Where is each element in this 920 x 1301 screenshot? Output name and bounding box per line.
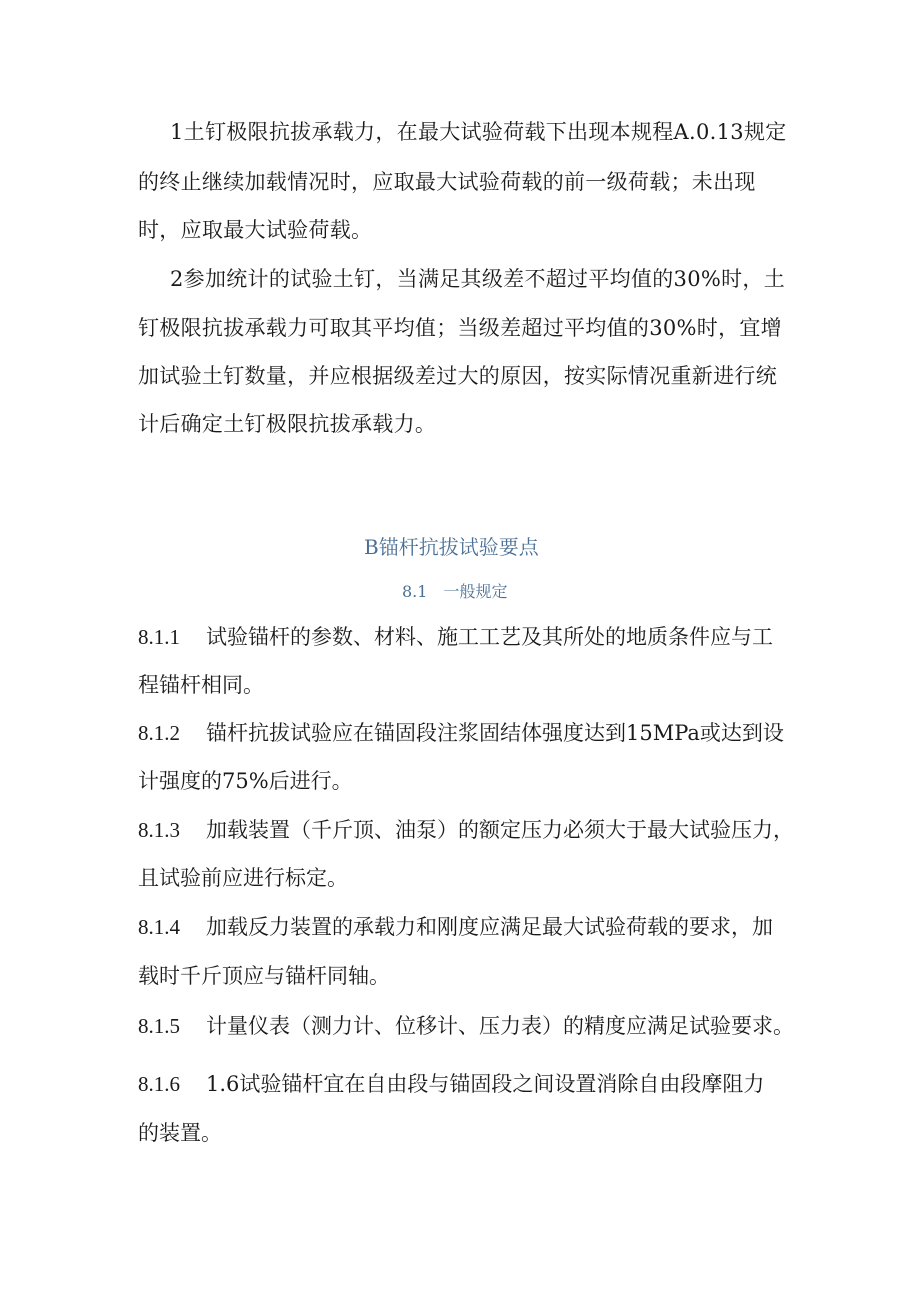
clause-number: 8.1.2: [138, 721, 180, 745]
item2-line4: 计后确定土钉极限抗拔承载力。: [138, 412, 437, 436]
clause-text: 计量仪表（测力计、位移计、压力表）的精度应满足试验要求。: [206, 1014, 794, 1038]
clause-8-1-3: [138, 816, 794, 844]
clause-8-1-2-cont: 计强度的75%后进行。: [138, 769, 353, 793]
item1-line1: 1土钉极限抗拔承载力，在最大试验荷载下出现本规程A.0.13规定: [170, 120, 787, 144]
item1-line3: 时，应取最大试验荷载。: [138, 218, 373, 242]
item1-line2: 的终止继续加载情况时，应取最大试验荷载的前一级荷载；未出现: [138, 170, 756, 194]
section-title: B锚杆抗拔试验要点: [364, 535, 539, 559]
clause-number: 8.1.5: [138, 1014, 180, 1038]
item2-line2: 钉极限抗拔承载力可取其平均值；当级差超过平均值的30%时，宜增: [138, 316, 782, 340]
clause-8-1-4: [138, 913, 773, 941]
clause-8-1-4-cont: 载时千斤顶应与锚杆同轴。: [138, 964, 390, 988]
clause-8-1-6: [138, 1070, 764, 1098]
clause-number: 8.1.3: [138, 818, 180, 842]
clause-8-1-6-cont: 的装置。: [138, 1121, 222, 1145]
clause-text: 试验锚杆的参数、材料、施工工艺及其所处的地质条件应与工: [206, 625, 773, 649]
clause-8-1-5: [138, 1012, 794, 1040]
clause-text: 加载反力装置的承载力和刚度应满足最大试验荷载的要求，加: [206, 915, 773, 939]
item2-line3: 加试验土钉数量，并应根据级差过大的原因，按实际情况重新进行统: [138, 364, 777, 388]
item2-line1: 2参加统计的试验土钉，当满足其级差不超过平均值的30%时，土: [170, 267, 786, 291]
clause-text: 1.6试验锚杆宜在自由段与锚固段之间设置消除自由段摩阻力: [206, 1072, 765, 1096]
clause-number: 8.1.6: [138, 1072, 180, 1096]
clause-8-1-3-cont: 且试验前应进行标定。: [138, 866, 348, 890]
section-subtitle: 8.1 一般规定: [402, 582, 508, 601]
clause-number: 8.1.1: [138, 625, 180, 649]
clause-text: 加载装置（千斤顶、油泵）的额定压力必须大于最大试验压力，: [206, 818, 794, 842]
clause-number: 8.1.4: [138, 915, 180, 939]
clause-8-1-2: [138, 719, 784, 747]
clause-text: 锚杆抗拔试验应在锚固段注浆固结体强度达到15MPa或达到设: [206, 721, 784, 745]
clause-8-1-1: [138, 623, 773, 651]
clause-8-1-1-cont: 程锚杆相同。: [138, 673, 264, 697]
